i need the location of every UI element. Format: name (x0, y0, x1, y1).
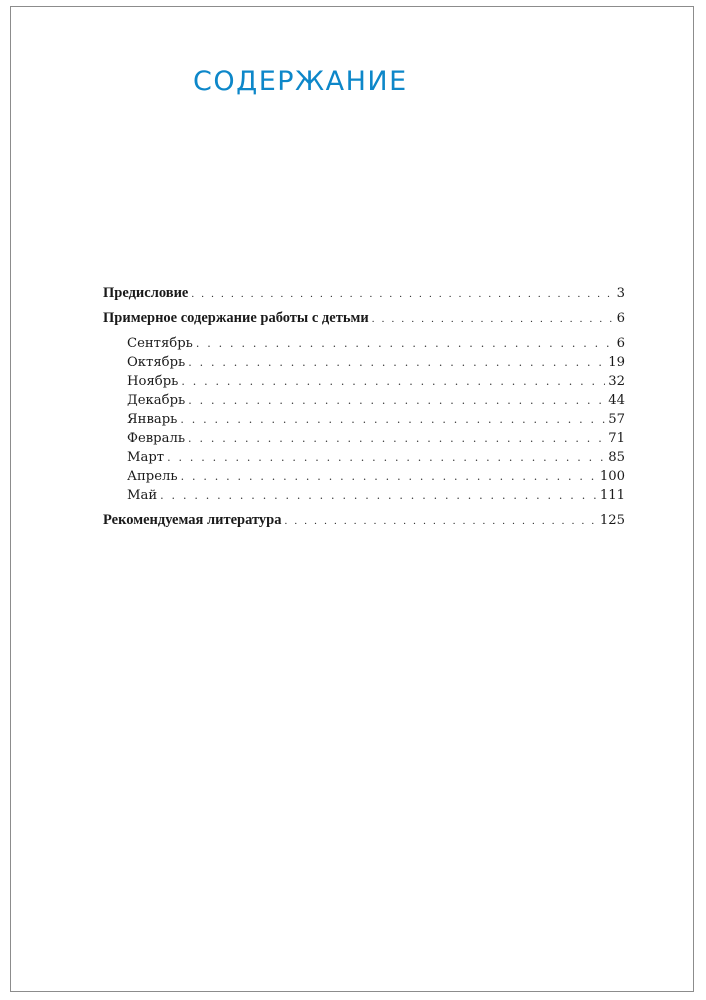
toc-entry-label: Предисловие (103, 285, 189, 301)
toc-entry-month[interactable] (103, 353, 625, 372)
toc-entry-page: 111 (599, 488, 625, 503)
toc-leader-dots (160, 486, 597, 505)
toc-entry-page: 6 (616, 311, 625, 326)
toc-entry-month[interactable] (103, 334, 625, 353)
page-title: СОДЕРЖАНИЕ (193, 66, 408, 97)
toc-entry-page: 71 (608, 431, 625, 446)
toc-leader-dots (188, 429, 605, 448)
toc-entry-label: Май (127, 488, 158, 503)
toc-entry-page: 100 (599, 469, 625, 484)
toc-entry-label: Февраль (127, 431, 186, 446)
toc-entry-page: 6 (616, 336, 625, 351)
toc-entry-label: Март (127, 450, 165, 465)
toc-entry-month[interactable] (103, 467, 625, 486)
toc-entry-month[interactable] (103, 429, 625, 448)
toc-entry-label: Декабрь (127, 393, 186, 408)
toc-leader-dots (188, 353, 605, 372)
toc-entry-label: Рекомендуемая литература (103, 512, 282, 528)
toc-leader-dots (196, 334, 614, 353)
toc-entry-label: Апрель (127, 469, 178, 484)
toc-leader-dots (180, 410, 605, 429)
toc-entry-literature[interactable] (103, 511, 625, 530)
toc-entry-month[interactable] (103, 391, 625, 410)
toc-leader-dots (181, 372, 605, 391)
toc-entry-page: 125 (599, 513, 625, 528)
toc-leader-dots (191, 285, 613, 304)
toc-entry-label: Примерное содержание работы с детьми (103, 310, 369, 326)
toc-entry-work[interactable] (103, 309, 625, 328)
toc-entry-page: 57 (608, 412, 625, 427)
toc-entry-label: Январь (127, 412, 178, 427)
toc-entry-page: 19 (608, 355, 625, 370)
toc-entry-month[interactable] (103, 372, 625, 391)
toc-entry-page: 32 (608, 374, 625, 389)
toc-entry-label: Октябрь (127, 355, 186, 370)
toc-entry-page: 44 (608, 393, 625, 408)
toc-entry-page: 3 (616, 286, 625, 301)
toc-entry-month[interactable] (103, 486, 625, 505)
toc-leader-dots (167, 448, 605, 467)
toc-leader-dots (284, 512, 596, 531)
toc-entry-month[interactable] (103, 410, 625, 429)
table-of-contents (103, 284, 625, 530)
toc-entry-preface[interactable] (103, 284, 625, 303)
toc-leader-dots (372, 310, 614, 329)
toc-entry-page: 85 (608, 450, 625, 465)
toc-leader-dots (181, 467, 597, 486)
toc-leader-dots (188, 391, 605, 410)
toc-entry-label: Ноябрь (127, 374, 179, 389)
toc-entry-label: Сентябрь (127, 336, 193, 351)
toc-entry-month[interactable] (103, 448, 625, 467)
